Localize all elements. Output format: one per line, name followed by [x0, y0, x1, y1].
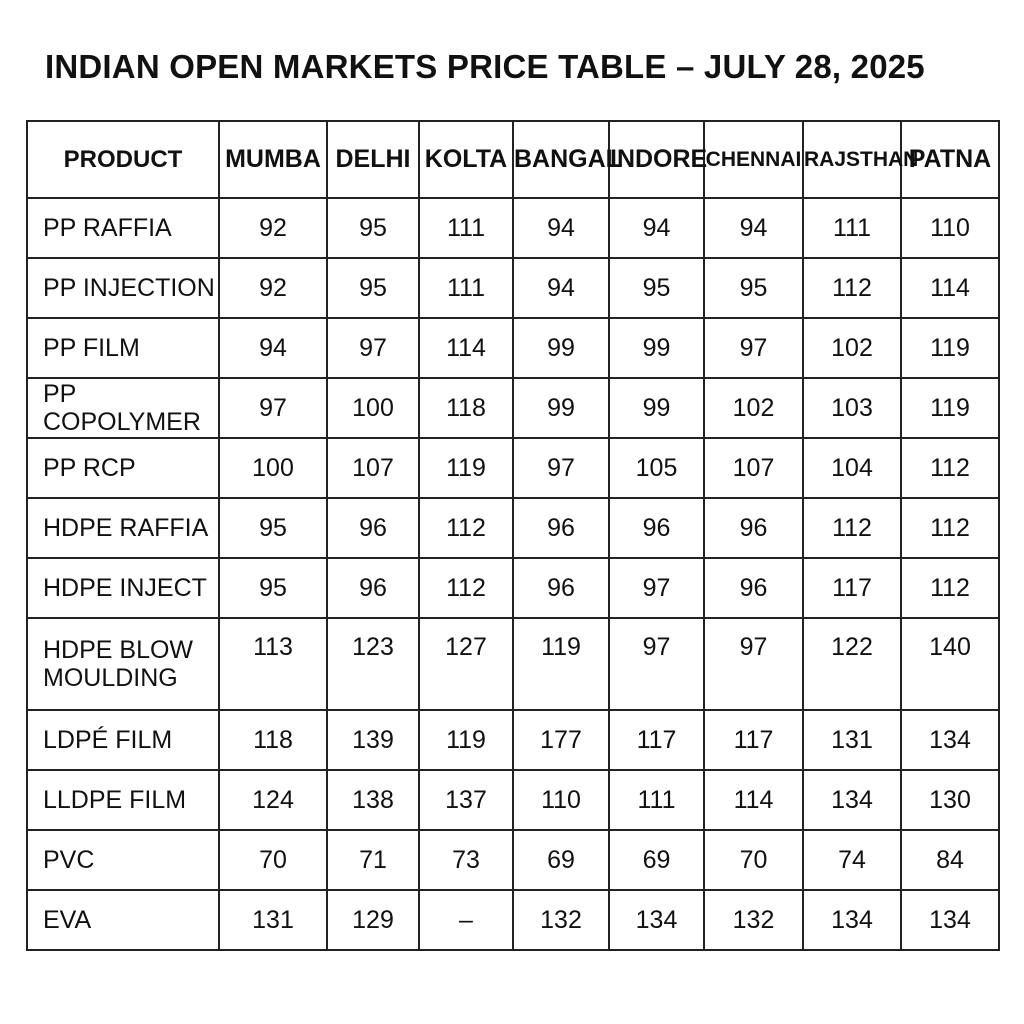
price-cell: 119: [901, 318, 999, 378]
column-header-product: PRODUCT: [27, 121, 219, 198]
price-cell: 118: [419, 378, 513, 438]
price-cell: 102: [704, 378, 803, 438]
price-cell: 114: [901, 258, 999, 318]
price-cell: 132: [513, 890, 609, 950]
price-cell: 96: [609, 498, 704, 558]
price-cell: 84: [901, 830, 999, 890]
price-cell: 69: [513, 830, 609, 890]
price-cell: 92: [219, 198, 327, 258]
price-cell: 100: [219, 438, 327, 498]
price-cell: 104: [803, 438, 901, 498]
price-cell: 99: [609, 318, 704, 378]
column-header-rajasthan: RAJSTHAN: [803, 121, 901, 198]
column-header-chennai: CHENNAI: [704, 121, 803, 198]
price-cell: 97: [327, 318, 419, 378]
price-cell: 119: [901, 378, 999, 438]
table-row: [27, 258, 999, 318]
price-cell: 112: [419, 498, 513, 558]
price-cell: 131: [219, 890, 327, 950]
price-cell: 112: [803, 258, 901, 318]
price-cell: 70: [704, 830, 803, 890]
price-cell: 96: [513, 558, 609, 618]
price-cell: 134: [803, 890, 901, 950]
price-cell: 134: [803, 770, 901, 830]
table-row: [27, 618, 999, 710]
price-cell: 114: [704, 770, 803, 830]
price-cell: 132: [704, 890, 803, 950]
price-cell: 134: [901, 710, 999, 770]
price-cell: 97: [609, 618, 704, 710]
price-cell: 134: [901, 890, 999, 950]
price-cell: 112: [901, 558, 999, 618]
product-name-cell: HDPE RAFFIA: [27, 498, 219, 558]
price-cell: 123: [327, 618, 419, 710]
price-cell: 111: [609, 770, 704, 830]
price-cell: 112: [901, 438, 999, 498]
column-header-delhi: DELHI: [327, 121, 419, 198]
product-name-cell: HDPE INJECT: [27, 558, 219, 618]
table-row: [27, 710, 999, 770]
price-cell: 102: [803, 318, 901, 378]
price-cell: 69: [609, 830, 704, 890]
price-cell: 96: [327, 498, 419, 558]
price-cell: 112: [419, 558, 513, 618]
price-cell: 107: [704, 438, 803, 498]
product-name-cell: PP INJECTION: [27, 258, 219, 318]
price-cell: 127: [419, 618, 513, 710]
product-name-cell: HDPE BLOW MOULDING: [27, 618, 219, 710]
page-title: INDIAN OPEN MARKETS PRICE TABLE – JULY 28, 2025: [45, 48, 925, 85]
product-name-cell: LDPÉ FILM: [27, 710, 219, 770]
price-cell: 95: [704, 258, 803, 318]
price-cell: 99: [513, 378, 609, 438]
price-cell: 94: [704, 198, 803, 258]
column-header-mumbai: MUMBA: [219, 121, 327, 198]
price-cell: 95: [327, 198, 419, 258]
table-row: [27, 830, 999, 890]
price-cell: 73: [419, 830, 513, 890]
price-cell: 114: [419, 318, 513, 378]
price-cell: 117: [609, 710, 704, 770]
price-cell: 103: [803, 378, 901, 438]
price-cell: –: [419, 890, 513, 950]
column-header-patna: PATNA: [901, 121, 999, 198]
price-cell: 95: [219, 498, 327, 558]
price-cell: 119: [513, 618, 609, 710]
column-header-kolkata: KOLTA: [419, 121, 513, 198]
price-cell: 97: [609, 558, 704, 618]
price-cell: 138: [327, 770, 419, 830]
table-row: [27, 558, 999, 618]
price-table: [26, 120, 1000, 951]
price-cell: 74: [803, 830, 901, 890]
table-row: [27, 498, 999, 558]
price-cell: 94: [219, 318, 327, 378]
price-cell: 97: [704, 618, 803, 710]
price-cell: 117: [704, 710, 803, 770]
price-cell: 140: [901, 618, 999, 710]
product-name-cell: LLDPE FILM: [27, 770, 219, 830]
product-name-cell: PP RAFFIA: [27, 198, 219, 258]
column-header-indore: INDORE: [609, 121, 704, 198]
price-cell: 122: [803, 618, 901, 710]
header-row: [27, 121, 999, 198]
table-body: [27, 198, 999, 950]
price-cell: 119: [419, 710, 513, 770]
price-cell: 94: [513, 258, 609, 318]
product-name-cell: PP FILM: [27, 318, 219, 378]
price-cell: 105: [609, 438, 704, 498]
price-cell: 95: [219, 558, 327, 618]
price-cell: 96: [513, 498, 609, 558]
price-cell: 100: [327, 378, 419, 438]
price-cell: 112: [803, 498, 901, 558]
price-cell: 131: [803, 710, 901, 770]
price-cell: 94: [513, 198, 609, 258]
price-cell: 97: [219, 378, 327, 438]
price-cell: 139: [327, 710, 419, 770]
table-row: [27, 438, 999, 498]
product-name-cell: PVC: [27, 830, 219, 890]
price-cell: 99: [513, 318, 609, 378]
price-cell: 95: [609, 258, 704, 318]
price-cell: 111: [419, 258, 513, 318]
price-cell: 95: [327, 258, 419, 318]
price-cell: 117: [803, 558, 901, 618]
price-cell: 137: [419, 770, 513, 830]
price-cell: 70: [219, 830, 327, 890]
product-name-cell: EVA: [27, 890, 219, 950]
price-cell: 110: [513, 770, 609, 830]
price-cell: 111: [419, 198, 513, 258]
table-row: [27, 318, 999, 378]
price-cell: 119: [419, 438, 513, 498]
price-cell: 107: [327, 438, 419, 498]
price-cell: 96: [327, 558, 419, 618]
price-cell: 71: [327, 830, 419, 890]
table-row: [27, 890, 999, 950]
price-cell: 110: [901, 198, 999, 258]
price-cell: 112: [901, 498, 999, 558]
price-cell: 94: [609, 198, 704, 258]
price-cell: 99: [609, 378, 704, 438]
product-name-cell: PP COPOLYMER: [27, 378, 219, 438]
product-name-cell: PP RCP: [27, 438, 219, 498]
price-cell: 129: [327, 890, 419, 950]
table-row: [27, 378, 999, 438]
price-cell: 134: [609, 890, 704, 950]
price-cell: 96: [704, 558, 803, 618]
price-cell: 97: [704, 318, 803, 378]
table-row: [27, 770, 999, 830]
price-cell: 92: [219, 258, 327, 318]
price-cell: 113: [219, 618, 327, 710]
price-cell: 111: [803, 198, 901, 258]
table-row: [27, 198, 999, 258]
price-cell: 97: [513, 438, 609, 498]
price-cell: 124: [219, 770, 327, 830]
price-cell: 96: [704, 498, 803, 558]
price-cell: 177: [513, 710, 609, 770]
column-header-bangalore: BANGAL: [513, 121, 609, 198]
price-cell: 130: [901, 770, 999, 830]
price-cell: 118: [219, 710, 327, 770]
